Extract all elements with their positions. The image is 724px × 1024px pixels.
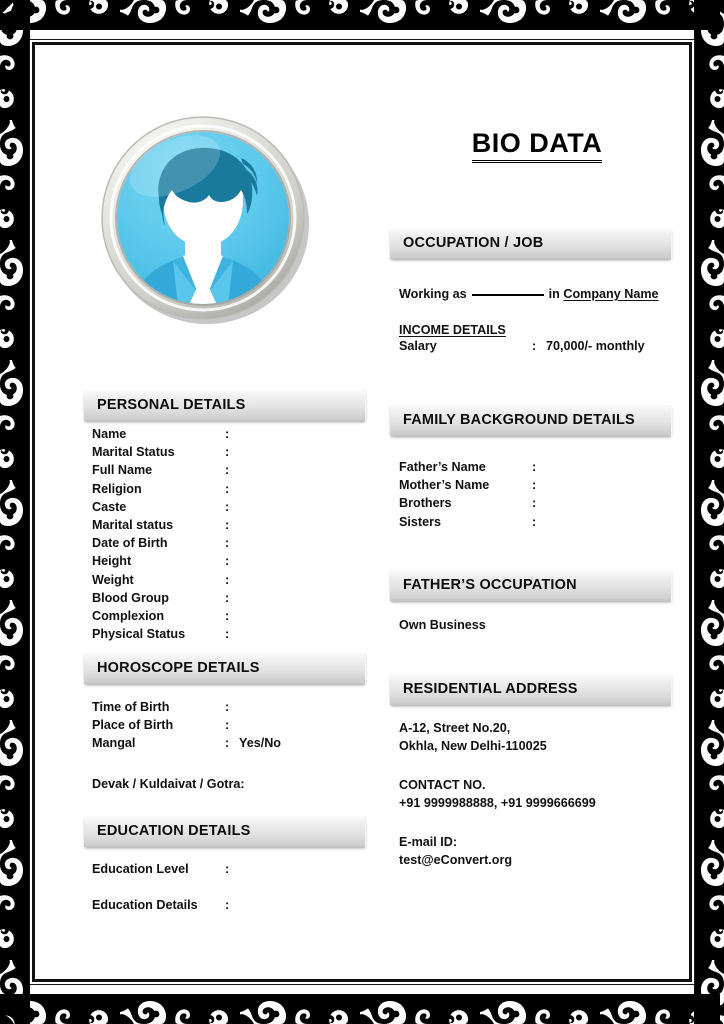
- field-colon: :: [532, 478, 537, 493]
- page-title: [392, 128, 682, 163]
- page-title-text: BIO DATA: [472, 129, 602, 163]
- contact-numbers: +91 9999988888, +91 9999666699: [399, 796, 596, 810]
- field-colon: :: [532, 496, 537, 511]
- field-colon: :: [225, 862, 230, 876]
- field-colon: :: [225, 627, 230, 642]
- section-header-personal: [84, 390, 366, 421]
- section-header-occupation: [390, 228, 672, 259]
- field-label: Weight: [92, 572, 134, 587]
- field-colon: :: [225, 499, 230, 514]
- section-header-education-label: EDUCATION DETAILS: [97, 823, 251, 839]
- section-header-family-label: FAMILY BACKGROUND DETAILS: [403, 412, 635, 428]
- field-colon: :: [225, 608, 230, 623]
- field-colon: :: [225, 445, 230, 460]
- field-label: Brothers: [399, 496, 452, 511]
- salary-colon: :: [532, 339, 537, 353]
- devak-kuldaivat-gotra: Devak / Kuldaivat / Gotra:: [92, 777, 245, 791]
- field-colon: :: [225, 572, 230, 587]
- field-label: Father’s Name: [399, 460, 486, 474]
- section-header-fathers-occupation: [390, 570, 672, 601]
- field-label: Name: [92, 427, 127, 441]
- working-prefix: Working as: [399, 287, 467, 301]
- occupation-working-line: [399, 285, 659, 303]
- ornamental-border-left: [0, 0, 30, 1024]
- field-label: Physical Status: [92, 627, 186, 642]
- field-label: Date of Birth: [92, 536, 168, 551]
- field-colon: :: [532, 514, 537, 529]
- field-colon: :: [225, 718, 230, 733]
- section-header-residential: [390, 674, 672, 705]
- field-label: Blood Group: [92, 590, 169, 605]
- income-details-header: INCOME DETAILS: [399, 323, 506, 337]
- ornamental-border-top: [0, 0, 724, 30]
- email-header: E-mail ID:: [399, 835, 458, 849]
- field-colon: :: [225, 898, 230, 912]
- document-content: [40, 50, 684, 974]
- section-header-education: [84, 816, 366, 847]
- field-label: Mother’s Name: [399, 478, 490, 493]
- address-line-2: Okhla, New Delhi-110025: [399, 739, 547, 753]
- field-label: Mangal: [92, 736, 136, 751]
- salary-value: 70,000/- monthly: [546, 339, 645, 353]
- field-label: Religion: [92, 481, 142, 496]
- field-colon: :: [225, 517, 230, 532]
- field-colon: :: [225, 700, 230, 714]
- field-colon: :: [225, 481, 230, 496]
- field-label: Place of Birth: [92, 718, 174, 733]
- ornamental-border-right: [694, 0, 724, 1024]
- ornamental-border-bottom: [0, 994, 724, 1024]
- field-label: Marital Status: [92, 445, 175, 460]
- field-label: Education Details: [92, 898, 198, 912]
- field-label: Marital status: [92, 517, 174, 532]
- field-colon: :: [225, 736, 230, 751]
- working-mid: in: [548, 287, 560, 301]
- company-name: Company Name: [563, 287, 659, 301]
- section-header-residential-label: RESIDENTIAL ADDRESS: [403, 681, 578, 697]
- section-header-personal-label: PERSONAL DETAILS: [97, 397, 246, 413]
- field-colon: :: [225, 427, 230, 441]
- field-label: Full Name: [92, 463, 153, 478]
- field-label: Education Level: [92, 862, 189, 876]
- section-header-fathers-occupation-label: FATHER’S OCCUPATION: [403, 577, 577, 593]
- field-colon: :: [532, 460, 537, 474]
- contact-header: CONTACT NO.: [399, 778, 486, 792]
- email-address: test@eConvert.org: [399, 853, 513, 867]
- section-header-family: [390, 405, 672, 436]
- field-colon: :: [225, 554, 230, 569]
- field-colon: :: [225, 463, 230, 478]
- field-label: Sisters: [399, 514, 442, 529]
- field-label: Time of Birth: [92, 700, 170, 714]
- section-header-horoscope: [84, 653, 366, 684]
- address-line-1: A-12, Street No.20,: [399, 721, 511, 735]
- fathers-occupation-value: Own Business: [399, 618, 486, 632]
- avatar: [97, 114, 309, 326]
- field-label: Complexion: [92, 608, 165, 623]
- working-blank-field[interactable]: [472, 294, 544, 296]
- field-value[interactable]: Yes/No: [239, 736, 281, 751]
- salary-label: Salary: [399, 339, 437, 353]
- field-label: Caste: [92, 499, 127, 514]
- section-header-horoscope-label: HOROSCOPE DETAILS: [97, 660, 260, 676]
- field-colon: :: [225, 536, 230, 551]
- field-label: Height: [92, 554, 132, 569]
- section-header-occupation-label: OCCUPATION / JOB: [403, 235, 544, 251]
- field-colon: :: [225, 590, 230, 605]
